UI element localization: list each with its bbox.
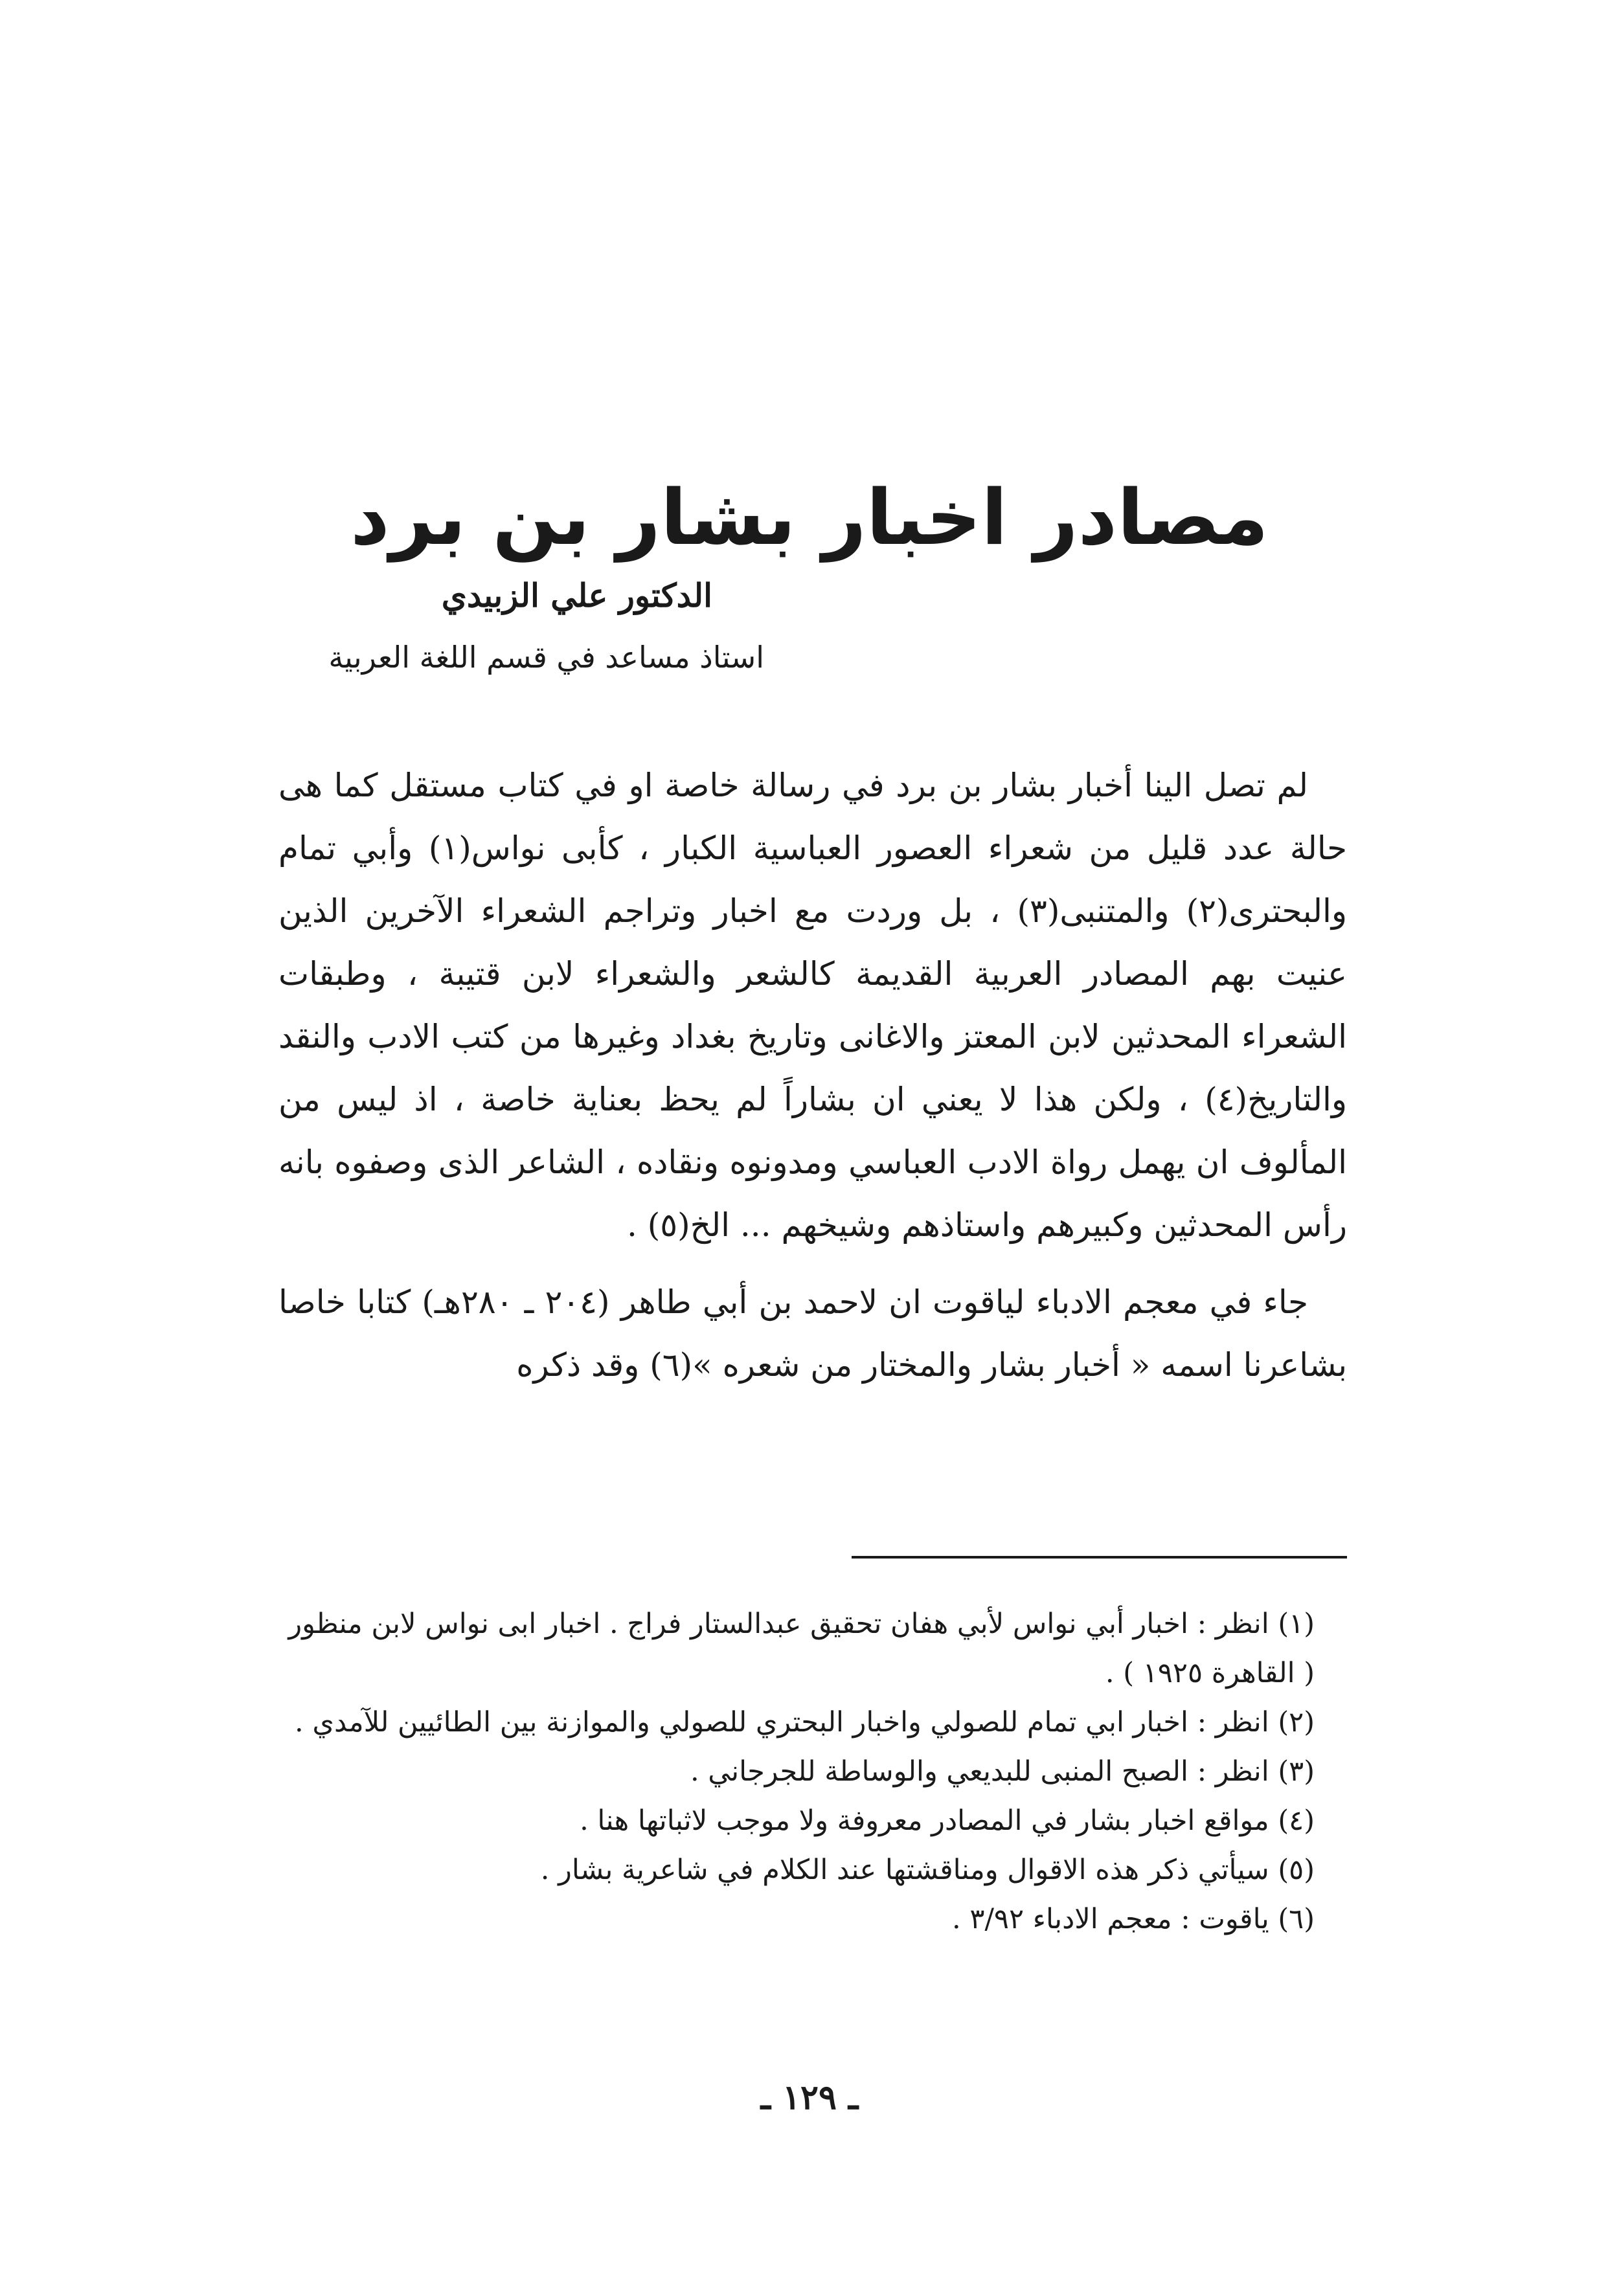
body-paragraph: جاء في معجم الادباء لياقوت ان لاحمد بن أبي طاهر (٢٠٤ ـ ٢٨٠هـ) كتابا خاصا بشاعرنا اسمه « أخبار بشار والمختار من شعره »(٦) وقد ذكره [278, 1283, 1347, 1384]
article-body [278, 754, 1347, 1411]
footnote-2: (٢) انظر : اخبار ابي تمام للصولي واخبار البحتري للصولي والموازنة بين الطائيين للآمدي . [295, 1706, 1315, 1739]
author-affiliation: استاذ مساعد في قسم اللغة العربية [328, 640, 764, 675]
footnote-1: (١) انظر : اخبار أبي نواس لأبي هفان تحقيق عبدالستار فراج . اخبار ابى نواس لابن منظور ( القاهرة ١٩٢٥ ) . [288, 1608, 1315, 1689]
footnotes [278, 1599, 1347, 1944]
page-number: ـ ١٢٩ ـ [760, 2078, 859, 2117]
body-paragraph: لم تصل الينا أخبار بشار بن برد في رسالة خاصة او في كتاب مستقل كما هى حالة عدد قليل من شعراء العصور العباسية الكبار ، كأبى نواس(١) وأبي تمام والبحترى(٢) والمتنبى(٣) ، بل وردت مع اخبار وتراجم الشعراء الآخرين الذين عنيت بهم المصادر العربية القديمة كالشعر والشعراء لابن قتيبة ، وطبقات الشعراء المحدثين لابن المعتز والاغانى وتاريخ بغداد وغيرها من كتب الادب والنقد والتاريخ(٤) ، ولكن هذا لا يعني ان بشاراً لم يحظ بعناية خاصة ، اذ ليس من المألوف ان يهمل رواة الادب العباسي ومدونوه ونقاده ، الشاعر الذى وصفوه بانه رأس المحدثين وكبيرهم واستاذهم وشيخهم ... الخ(٥) . [278, 767, 1347, 1244]
footnote-6: (٦) ياقوت : معجم الادباء ٣/٩٢ . [952, 1903, 1315, 1935]
footnote-3: (٣) انظر : الصبح المنبى للبديعي والوساطة للجرجاني . [690, 1755, 1315, 1788]
footnote-5: (٥) سيأتي ذكر هذه الاقوال ومناقشتها عند الكلام في شاعرية بشار . [540, 1854, 1315, 1886]
footnote-4: (٤) مواقع اخبار بشار في المصادر معروفة ولا موجب لاثباتها هنا . [580, 1805, 1315, 1837]
footnote-separator [852, 1556, 1347, 1559]
article-title: مصادر اخبار بشار بن برد [350, 473, 1269, 563]
author-name: الدكتور علي الزبيدي [441, 576, 712, 614]
